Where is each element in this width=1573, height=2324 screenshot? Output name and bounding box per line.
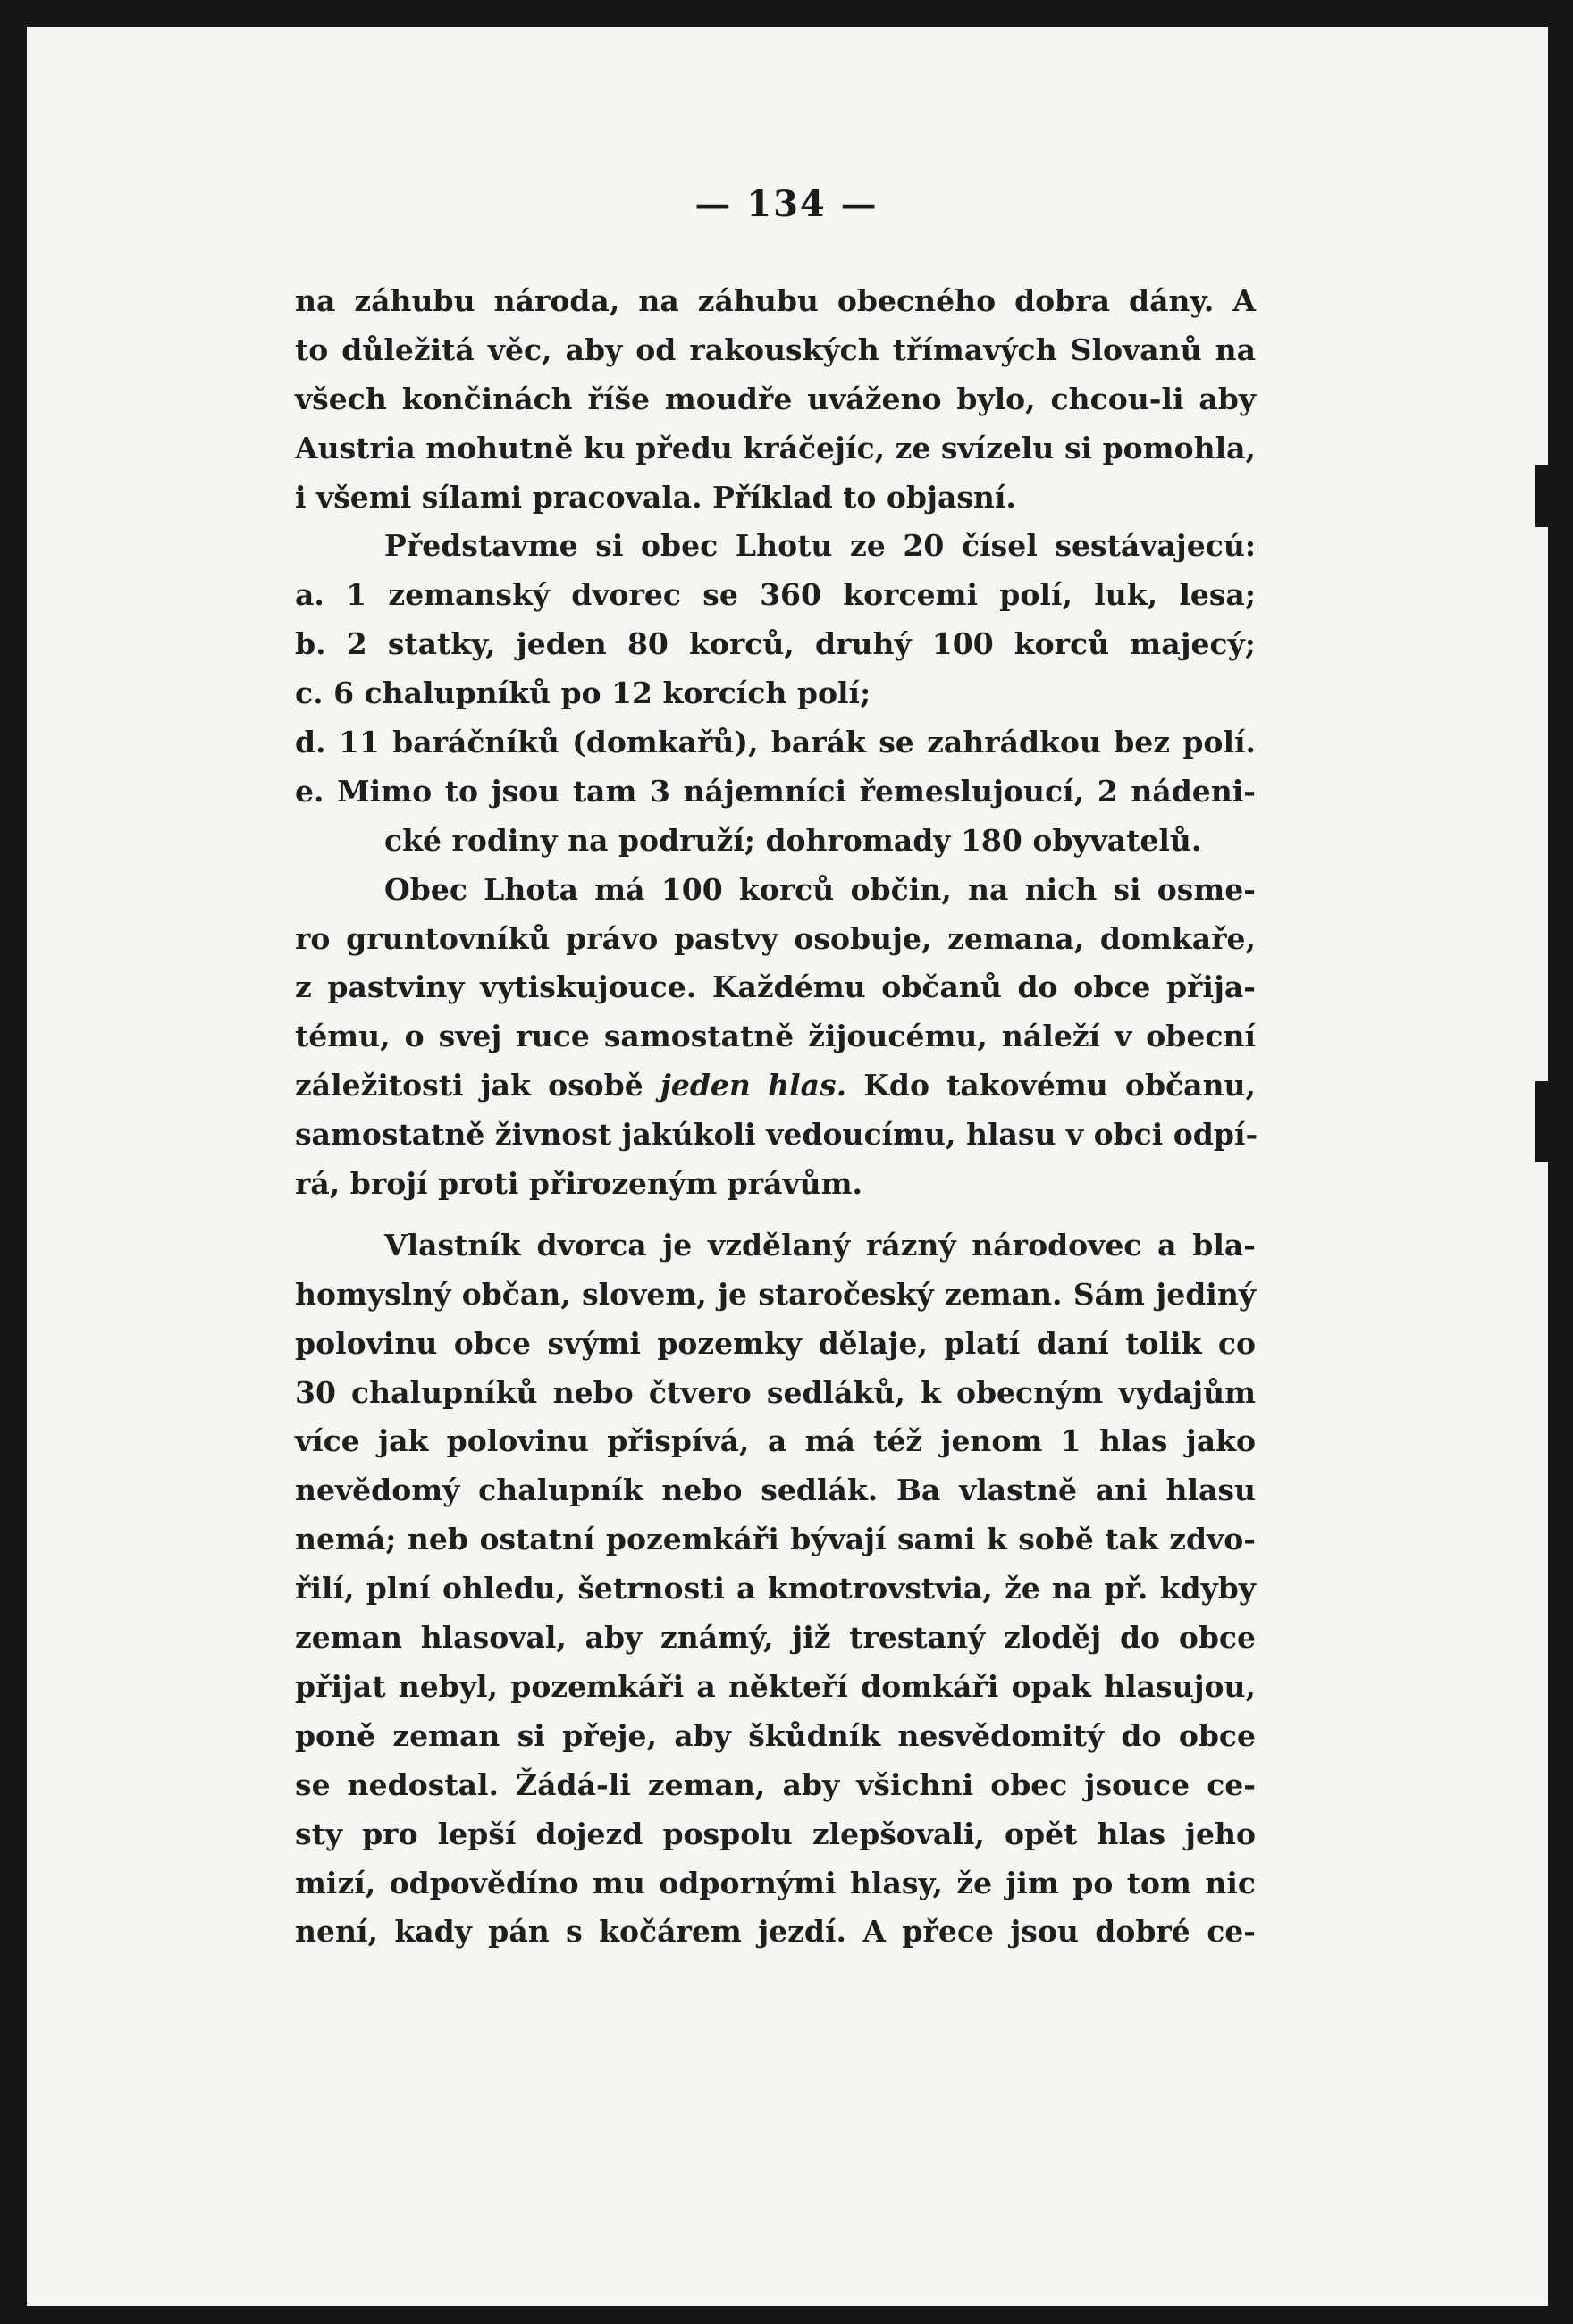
text-line: cké rodiny na podruží; dohromady 180 obyvatelů.	[384, 822, 1202, 858]
text-line: se nedostal. Žádá-li zeman, aby všichni obec jsouce ce-	[295, 1766, 1256, 1802]
text-line: nemá; neb ostatní pozemkáři bývají sami k sobě tak zdvo-	[295, 1522, 1256, 1557]
scan-border-bottom	[0, 2306, 1573, 2324]
text-line: homyslný občan, slovem, je staročeský zeman. Sám jediný	[295, 1276, 1256, 1312]
text-line: e. Mimo to jsou tam 3 nájemníci řemeslujoucí, 2 nádeni-	[295, 773, 1256, 809]
text-line: c. 6 chalupníků po 12 korcích polí;	[295, 675, 871, 711]
text-line: a. 1 zemanský dvorec se 360 korcemi polí, luk, lesa;	[295, 577, 1256, 613]
text-line: i všemi sílami pracovala. Příklad to objasní.	[295, 479, 1016, 515]
body-text	[295, 277, 1256, 1957]
text-line: všech končinách říše moudře uváženo bylo, chcou-li aby	[295, 381, 1256, 416]
text-line-mixed	[295, 1061, 1256, 1111]
scan-border-left	[0, 0, 27, 2324]
text-line: Vlastník dvorca je vzdělaný rázný národovec a bla-	[384, 1227, 1256, 1263]
scan-border-right	[1548, 0, 1573, 2324]
text-line: Austria mohutně ku předu kráčejíc, ze svízelu si pomohla,	[295, 430, 1256, 466]
text-line: více jak polovinu přispívá, a má též jenom 1 hlas jako	[295, 1423, 1256, 1459]
text-line: polovinu obce svými pozemky dělaje, platí daní tolik co	[295, 1325, 1256, 1361]
emphasis-italic: jeden hlas.	[660, 1068, 847, 1103]
text-line: mizí, odpovědíno mu odpornými hlasy, že jim po tom nic	[295, 1865, 1256, 1900]
scan-edge-mark	[1535, 465, 1548, 527]
text-line: ro gruntovníků právo pastvy osobuje, zemana, domkaře,	[295, 920, 1256, 956]
text-line: na záhubu národa, na záhubu obecného dobra dány. A	[295, 283, 1256, 318]
text-line: Představme si obec Lhotu ze 20 čísel sestávajecú:	[384, 528, 1256, 564]
text-fragment: Kdo takovému občanu,	[863, 1068, 1256, 1103]
text-line: zeman hlasoval, aby známý, již trestaný zloděj do obce	[295, 1620, 1256, 1656]
text-line: není, kady pán s kočárem jezdí. A přece jsou dobré ce-	[295, 1914, 1256, 1950]
scan-border-top	[0, 0, 1573, 27]
scan-edge-mark	[1535, 1081, 1548, 1162]
text-line: 30 chalupníků nebo čtvero sedláků, k obecným vydajům	[295, 1374, 1256, 1410]
text-line: tému, o svej ruce samostatně žijoucému, náleží v obecní	[295, 1019, 1256, 1054]
text-line: to důležitá věc, aby od rakouských třímavých Slovanů na	[295, 331, 1256, 367]
page-number: — 134 —	[694, 183, 879, 225]
text-line: b. 2 statky, jeden 80 korců, druhý 100 korců majecý;	[295, 626, 1256, 662]
text-line: sty pro lepší dojezd pospolu zlepšovali, opět hlas jeho	[295, 1816, 1256, 1851]
text-line: Obec Lhota má 100 korců občin, na nich si osme-	[384, 871, 1256, 907]
text-line: z pastviny vytiskujouce. Každému občanů do obce přija-	[295, 969, 1256, 1005]
text-line: řilí, plní ohledu, šetrnosti a kmotrovstvia, že na př. kdyby	[295, 1571, 1256, 1607]
text-line: poně zeman si přeje, aby škůdník nesvědomitý do obce	[295, 1717, 1256, 1753]
text-line: samostatně živnost jakúkoli vedoucímu, hlasu v obci odpí-	[295, 1117, 1258, 1153]
text-line: přijat nebyl, pozemkáři a někteří domkáři opak hlasujou,	[295, 1668, 1256, 1704]
text-line: rá, brojí proti přirozeným právům.	[295, 1166, 863, 1202]
text-line: d. 11 baráčníků (domkařů), barák se zahrádkou bez polí.	[295, 725, 1256, 760]
text-fragment: záležitosti jak osobě	[295, 1068, 644, 1103]
text-line: nevědomý chalupník nebo sedlák. Ba vlastně ani hlasu	[295, 1472, 1256, 1508]
